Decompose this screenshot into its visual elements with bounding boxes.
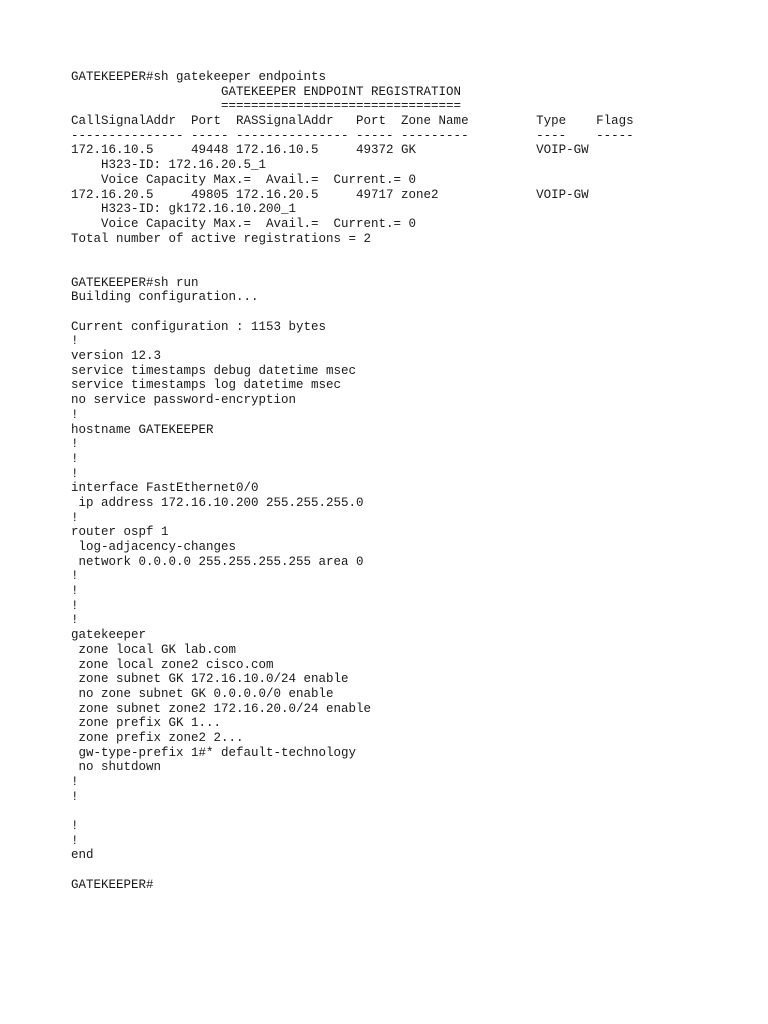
terminal-line: zone prefix zone2 2... [71,730,244,745]
terminal-line: ip address 172.16.10.200 255.255.255.0 [71,495,364,510]
terminal-line: ! [71,510,79,525]
terminal-line: ! [71,334,79,349]
terminal-output [71,70,751,893]
terminal-line: ! [71,819,79,834]
terminal-line: zone subnet zone2 172.16.20.0/24 enable [71,701,372,716]
terminal-line: ! [71,451,79,466]
terminal-line: zone local zone2 cisco.com [71,657,274,672]
terminal-line: no zone subnet GK 0.0.0.0/0 enable [71,686,334,701]
terminal-line [71,305,751,320]
terminal-line [71,246,751,261]
terminal-line: ! [71,466,79,481]
terminal-line: GATEKEEPER# [71,877,154,892]
terminal-line: ! [71,833,79,848]
terminal-line: hostname GATEKEEPER [71,422,214,437]
terminal-line: --------------- ----- --------------- ----- --------- ---- ----- [71,128,634,143]
terminal-line: ! [71,407,79,422]
terminal-line: ! [71,775,79,789]
terminal-line: no shutdown [71,760,162,775]
terminal-line: gw-type-prefix 1#* default-technology [71,745,357,760]
terminal-line: Voice Capacity Max.= Avail.= Current.= 0 [71,172,417,187]
terminal-line: gatekeeper [71,628,147,643]
terminal-line: log-adjacency-changes [71,540,237,554]
terminal-line: ! [71,789,79,804]
terminal-line: end [71,848,94,863]
terminal-line [71,863,751,878]
terminal-line: ! [71,569,79,584]
terminal-line: 172.16.10.5 49448 172.16.10.5 49372 GK VOIP-GW [71,143,589,158]
terminal-line: service timestamps log datetime msec [71,378,342,393]
terminal-line [71,261,751,276]
terminal-line: ================================ [71,99,462,114]
terminal-line: 172.16.20.5 49805 172.16.20.5 49717 zone2 VOIP-GW [71,187,589,202]
terminal-line: zone local GK lab.com [71,642,237,657]
terminal-line: H323-ID: 172.16.20.5_1 [71,158,267,173]
terminal-line: Total number of active registrations = 2 [71,231,372,246]
terminal-line: service timestamps debug datetime msec [71,363,357,378]
terminal-line: no service password-encryption [71,393,297,408]
terminal-line: Voice Capacity Max.= Avail.= Current.= 0 [71,216,417,231]
terminal-line: GATEKEEPER#sh run [71,275,199,290]
terminal-line: ! [71,613,79,628]
terminal-line: zone subnet GK 172.16.10.0/24 enable [71,672,349,687]
terminal-line [71,804,751,819]
terminal-line: Current configuration : 1153 bytes [71,319,327,334]
terminal-line: ! [71,598,79,613]
terminal-line: GATEKEEPER ENDPOINT REGISTRATION [71,84,462,99]
terminal-line: H323-ID: gk172.16.10.200_1 [71,202,297,217]
terminal-line: Building configuration... [71,290,259,305]
terminal-line: ! [71,437,79,452]
terminal-line: version 12.3 [71,349,162,364]
terminal-line: interface FastEthernet0/0 [71,481,259,496]
terminal-line: ! [71,584,79,599]
terminal-line: GATEKEEPER#sh gatekeeper endpoints [71,70,327,84]
terminal-line: CallSignalAddr Port RASSignalAddr Port Zone Name Type Flags [71,114,634,129]
terminal-line: zone prefix GK 1... [71,716,222,731]
terminal-line: router ospf 1 [71,525,169,540]
terminal-line: network 0.0.0.0 255.255.255.255 area 0 [71,554,364,569]
